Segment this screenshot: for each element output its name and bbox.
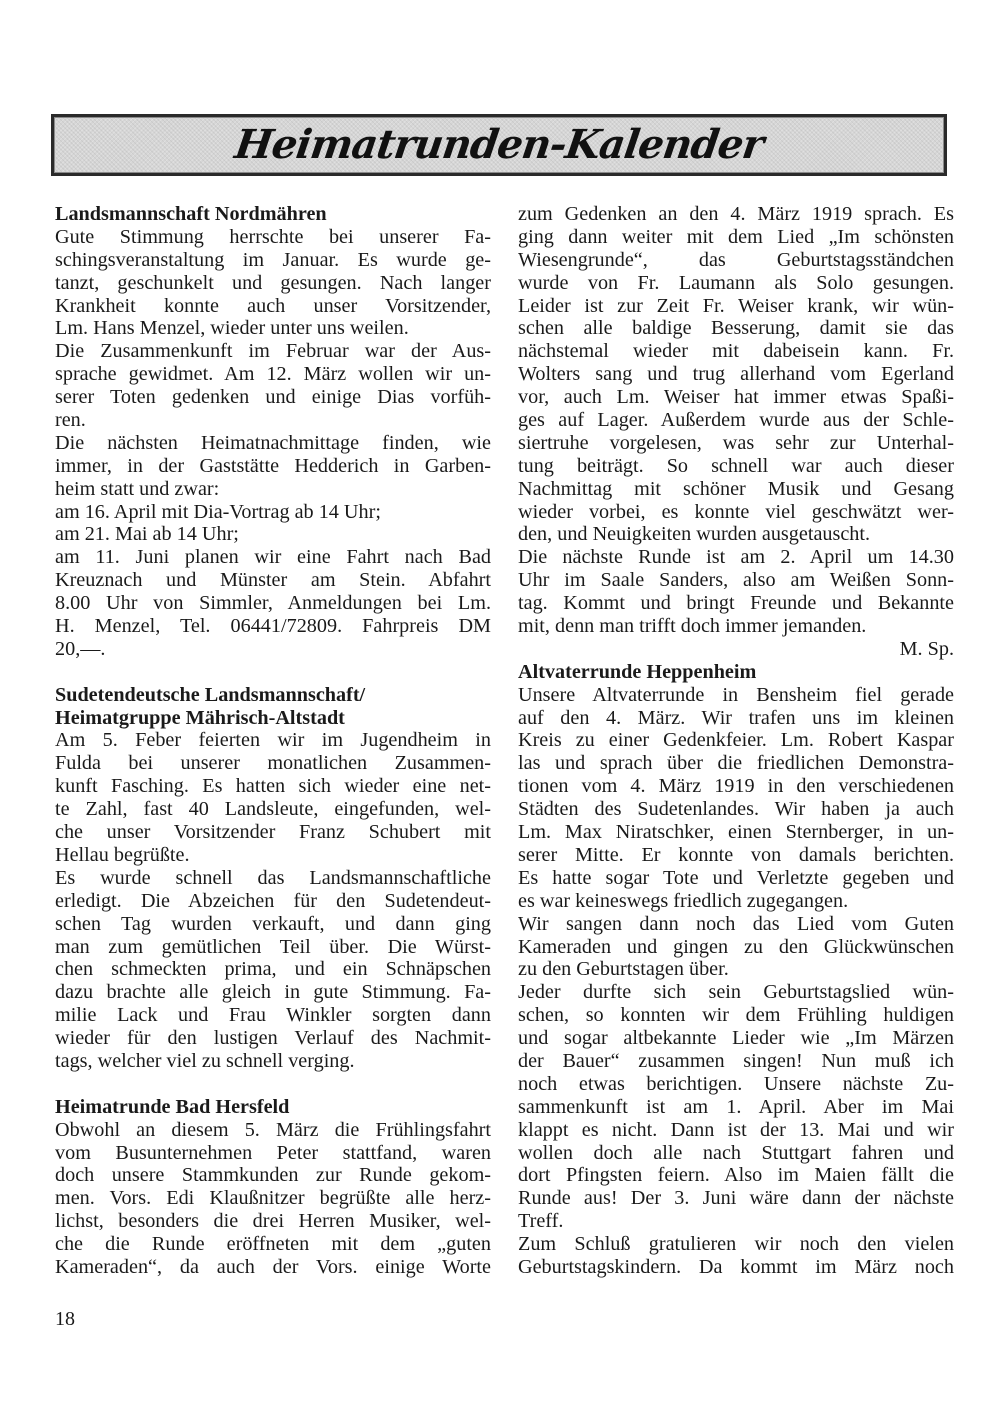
text-line: Leider ist zur Zeit Fr. Weiser krank, wir wün-	[518, 294, 954, 317]
page-number: 18	[55, 1308, 75, 1330]
text-line: Geburtstagskindern. Da kommt im März noch	[518, 1255, 954, 1278]
text-line: noch etwas berichtigen. Unsere nächste Zu-	[518, 1072, 954, 1095]
text-line: Lm. Max Niratschker, einen Sternberger, in un-	[518, 821, 954, 844]
text-line: vom Busunternehmen Peter stattfand, waren	[55, 1141, 491, 1164]
text-line: ges auf Lager. Außerdem wurde aus der Schle-	[518, 409, 954, 432]
text-line: Jeder durfte sich sein Geburtstagslied wün-	[518, 981, 954, 1004]
section-heading: Heimatgruppe Mährisch-Altstadt	[55, 706, 345, 729]
text-line: schen, so konnten wir dem Frühling huldigen	[518, 1004, 954, 1027]
banner-title: Heimatrunden-Kalender	[231, 121, 767, 168]
text-line: Die nächsten Heimatnachmittage finden, wie	[55, 431, 491, 454]
text-line: serer Mitte. Er konnte von damals berichten.	[518, 843, 954, 866]
text-line: erledigt. Die Abzeichen für den Sudetendeut-	[55, 889, 491, 912]
text-line: klappt es nicht. Dann ist der 13. Mai und wir	[518, 1118, 954, 1141]
text-line: doch unsere Stammkunden zur Runde gekom-	[55, 1164, 491, 1187]
text-line: siertruhe vorgelesen, was sehr zur Unterhal-	[518, 431, 954, 454]
text-line: den, und Neuigkeiten wurden ausgetauscht.	[518, 523, 871, 546]
text-line: te Zahl, fast 40 Landsleute, eingefunden, wel-	[55, 798, 491, 821]
text-line: immer, in der Gaststätte Hedderich in Garben-	[55, 454, 491, 477]
text-line: Obwohl an diesem 5. März die Frühlingsfahrt	[55, 1118, 491, 1141]
text-line: las und sprach über die friedlichen Demonstra-	[518, 752, 954, 775]
text-line: Die Zusammenkunft im Februar war der Aus-	[55, 340, 491, 363]
text-line: Uhr im Saale Sanders, also am Weißen Sonn-	[518, 569, 954, 592]
paragraph-gap	[55, 661, 491, 684]
text-line: Wolters sang und trug allerhand vom Egerland	[518, 363, 954, 386]
text-line: vor, auch Lm. Weiser hat immer etwas Spaßi-	[518, 386, 954, 409]
text-line: Zum Schluß gratulieren wir noch den vielen	[518, 1233, 954, 1256]
text-line: sprache gewidmet. Am 12. März wollen wir un-	[55, 363, 491, 386]
text-line: dazu brachte alle gleich in gute Stimmung. Fa-	[55, 981, 491, 1004]
author-signature: M. Sp.	[899, 637, 954, 660]
text-line: Hellau begrüßte.	[55, 843, 190, 866]
text-line: ging dann weiter mit dem Lied „Im schönsten	[518, 225, 954, 248]
text-line: tag. Kommt und bringt Freunde und Bekannte	[518, 592, 954, 615]
text-line: tionen vom 4. März 1919 in den verschiedenen	[518, 775, 954, 798]
text-line: Nachmittag mit schöner Musik und Gesang	[518, 477, 954, 500]
text-line: kunft Fasching. Es hatten sich wieder eine net-	[55, 775, 491, 798]
text-line: Städten des Sudetenlandes. Wir haben ja auch	[518, 798, 954, 821]
text-line: Kreis zu einer Gedenkfeier. Lm. Robert Kaspar	[518, 729, 954, 752]
text-line: am 21. Mai ab 14 Uhr;	[55, 523, 239, 546]
text-line: serer Toten gedenken und einige Dias vorfüh-	[55, 386, 491, 409]
text-line: chen schmeckten prima, und ein Schnäpschen	[55, 958, 491, 981]
text-line: Wir sangen dann noch das Lied vom Guten	[518, 912, 954, 935]
text-line: schingsveranstaltung im Januar. Es wurde ge-	[55, 248, 491, 271]
text-line: schen Tag wurden verkauft, und dann ging	[55, 912, 491, 935]
text-line: Runde aus! Der 3. Juni wäre dann der nächste	[518, 1187, 954, 1210]
text-line: 8.00 Uhr von Simmler, Anmeldungen bei Lm.	[55, 592, 491, 615]
section-heading: Altvaterrunde Heppenheim	[518, 660, 757, 683]
text-line: nächstemal wieder mit dabeisein kann. Fr.	[518, 340, 954, 363]
text-line: Die nächste Runde ist am 2. April um 14.30	[518, 546, 954, 569]
text-line: men. Vors. Edi Klaußnitzer begrüßte alle herz-	[55, 1187, 491, 1210]
text-line: tanzt, geschunkelt und gesungen. Nach langer	[55, 271, 491, 294]
text-line: Es wurde schnell das Landsmannschaftliche	[55, 866, 491, 889]
paragraph-gap	[55, 1073, 491, 1096]
text-line: der Bauer“ zusammen singen! Nun muß ich	[518, 1049, 954, 1072]
text-line: auf den 4. März. Wir trafen uns im kleinen	[518, 706, 954, 729]
text-line: tags, welcher viel zu schnell verging.	[55, 1049, 355, 1072]
section-heading: Landsmannschaft Nordmähren	[55, 203, 327, 225]
text-line: sammenkunft ist am 1. April. Aber im Mai	[518, 1095, 954, 1118]
text-line: tung beiträgt. So schnell war auch dieser	[518, 454, 954, 477]
text-line: ren.	[55, 409, 86, 432]
right-column	[518, 203, 954, 1279]
text-line: am 16. April mit Dia-Vortrag ab 14 Uhr;	[55, 500, 381, 523]
text-line: H. Menzel, Tel. 06441/72809. Fahrpreis DM	[55, 615, 491, 638]
text-line: zum Gedenken an den 4. März 1919 sprach. Es	[518, 203, 954, 225]
text-line: milie Lack und Frau Winkler sorgten dann	[55, 1004, 491, 1027]
text-line: Es hatte sogar Tote und Verletzte gegeben und	[518, 866, 954, 889]
text-line: Gute Stimmung herrschte bei unserer Fa-	[55, 225, 491, 248]
text-line: am 11. Juni planen wir eine Fahrt nach Bad	[55, 546, 491, 569]
text-line: heim statt und zwar:	[55, 477, 220, 500]
text-line: wollen doch alle nach Stuttgart fahren und	[518, 1141, 954, 1164]
text-line: wurde von Fr. Laumann als Solo gesungen.	[518, 271, 954, 294]
text-line: lichst, besonders die drei Herren Musiker, wel-	[55, 1210, 491, 1233]
text-line: Am 5. Feber feierten wir im Jugendheim in	[55, 729, 491, 752]
text-line: wieder für den lustigen Verlauf des Nachmit-	[55, 1027, 491, 1050]
text-line: Krankheit konnte auch unser Vorsitzender,	[55, 294, 491, 317]
section-banner	[51, 114, 947, 176]
text-line: schen alle baldige Besserung, damit sie das	[518, 317, 954, 340]
text-line: Kreuznach und Münster am Stein. Abfahrt	[55, 569, 491, 592]
section-heading: Heimatrunde Bad Hersfeld	[55, 1095, 290, 1118]
text-line: man zum gemütlichen Teil über. Die Würst-	[55, 935, 491, 958]
text-line: Treff.	[518, 1210, 564, 1233]
text-line: Kameraden und gingen zu den Glückwünschen	[518, 935, 954, 958]
text-line: Kameraden“, da auch der Vors. einige Worte	[55, 1255, 491, 1278]
text-line: und sogar altbekannte Lieder wie „Im Märzen	[518, 1027, 954, 1050]
text-line: mit, denn man trifft doch immer jemanden.	[518, 615, 867, 638]
text-line: che unser Vorsitzender Franz Schubert mit	[55, 821, 491, 844]
text-line: 20,—.	[55, 637, 106, 660]
text-line: Lm. Hans Menzel, wieder unter uns weilen.	[55, 317, 409, 340]
section-heading: Sudetendeutsche Landsmannschaft/	[55, 683, 366, 706]
text-line: wieder vorbei, es konnte viel geschwätzt wer-	[518, 500, 954, 523]
text-line: Wiesengrunde“, das Geburtstagsständchen	[518, 248, 954, 271]
left-column	[55, 203, 491, 1279]
text-line: Fulda bei unserer monatlichen Zusammen-	[55, 752, 491, 775]
text-line: che die Runde eröffneten mit dem „guten	[55, 1233, 491, 1256]
text-line: dort Pfingsten feiern. Also im Maien fällt die	[518, 1164, 954, 1187]
text-line: Unsere Altvaterrunde in Bensheim fiel gerade	[518, 683, 954, 706]
text-line: zu den Geburtstagen über.	[518, 958, 729, 981]
text-line: es war keineswegs friedlich zugegangen.	[518, 889, 849, 912]
